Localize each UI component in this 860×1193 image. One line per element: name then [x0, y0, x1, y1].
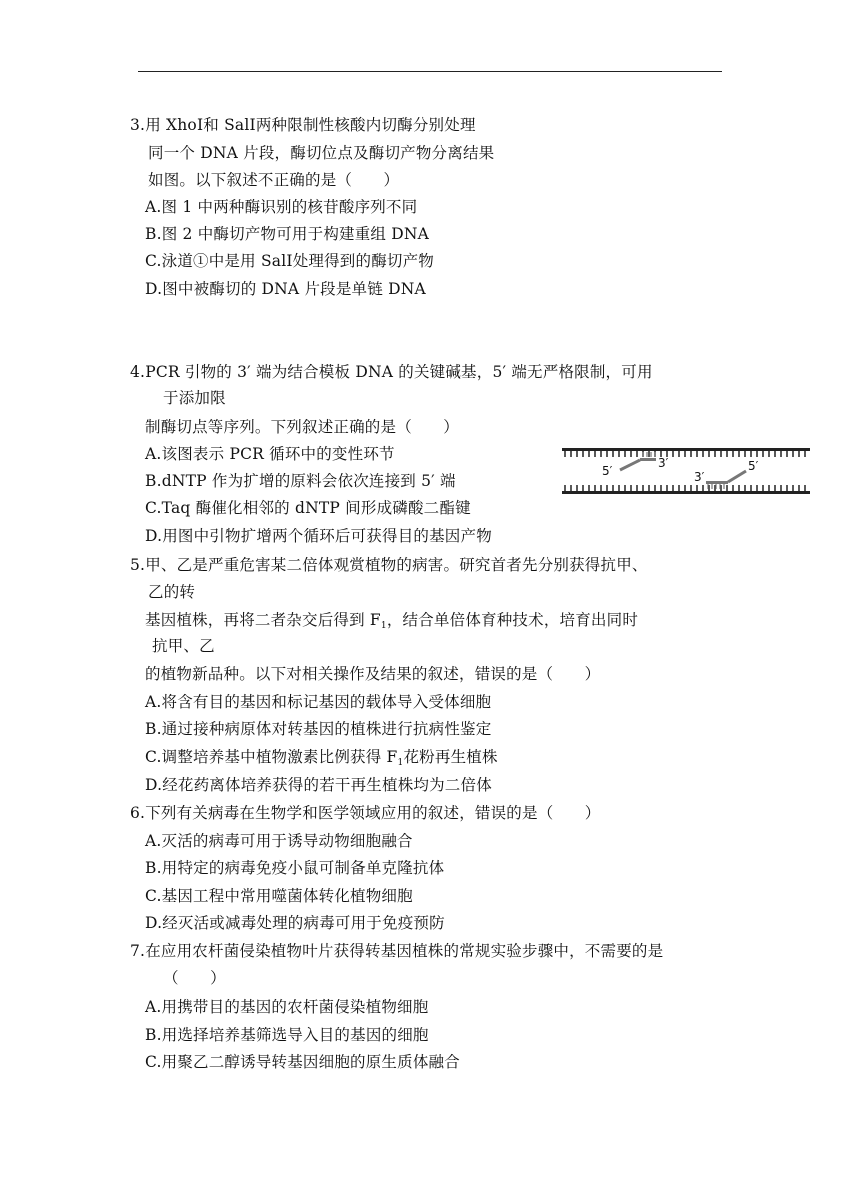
q3-option-a: A.图 1 中两种酶识别的核苷酸序列不同	[145, 198, 418, 216]
q7-option-a: A.用携带目的基因的农杆菌侵染植物细胞	[145, 998, 429, 1016]
q3-stem-line3: 如图。以下叙述不正确的是（ ）	[148, 171, 400, 189]
q7-stem-wrap: （ ）	[163, 969, 226, 987]
q5-option-c-text-end: 花粉再生植株	[403, 748, 498, 766]
q3-stem-line1: 3.用 XhoⅠ和 SalⅠ两种限制性核酸内切酶分别处理	[130, 116, 476, 134]
q5-line2-subscript: 1	[380, 621, 387, 631]
q4-stem-line1: 4.PCR 引物的 3′ 端为结合模板 DNA 的关键碱基，5′ 端无严格限制，可用	[130, 363, 653, 381]
label-top-3: 3′	[658, 456, 669, 470]
q5-option-a: A.将含有目的基因和标记基因的载体导入受体细胞	[145, 693, 492, 711]
q5-stem-line1-wrap: 乙的转	[148, 583, 196, 601]
q4-stem-line1-wrap: 于添加限	[163, 389, 226, 407]
q3-option-d: D.图中被酶切的 DNA 片段是单链 DNA	[145, 280, 426, 298]
q6-option-c: C.基因工程中常用噬菌体转化植物细胞	[145, 887, 413, 905]
q4-stem-line2: 制酶切点等序列。下列叙述正确的是（ ）	[145, 418, 460, 436]
q5-stem-line1: 5.甲、乙是严重危害某二倍体观赏植物的病害。研究首者先分别获得抗甲、	[130, 556, 648, 574]
q5-option-d: D.经花药离体培养获得的若干再生植株均为二倍体	[145, 776, 492, 794]
q4-option-a: A.该图表示 PCR 循环中的变性环节	[145, 445, 395, 463]
top-template-strand	[562, 448, 810, 457]
label-bottom-3: 3′	[694, 470, 705, 484]
q5-option-c-subscript: 1	[397, 758, 404, 768]
q5-stem-line2	[145, 610, 638, 636]
q6-stem: 6.下列有关病毒在生物学和医学领域应用的叙述，错误的是（ ）	[130, 804, 601, 822]
pcr-primer-figure	[562, 445, 810, 497]
header-rule	[138, 71, 722, 72]
q7-option-b: B.用选择培养基筛选导入目的基因的细胞	[145, 1026, 429, 1044]
label-top-5: 5′	[602, 464, 613, 478]
q7-option-c: C.用聚乙二醇诱导转基因细胞的原生质体融合	[145, 1053, 460, 1071]
q4-option-c: C.Taq 酶催化相邻的 dNTP 间形成磷酸二酯键	[145, 499, 471, 517]
q5-stem-line3: 的植物新品种。以下对相关操作及结果的叙述，错误的是（ ）	[145, 665, 601, 683]
q3-option-c: C.泳道①中是用 SalⅠ处理得到的酶切产物	[145, 252, 435, 270]
bottom-template-strand	[562, 485, 810, 494]
q6-option-d: D.经灭活或减毒处理的病毒可用于免疫预防	[145, 914, 445, 932]
q5-option-c	[145, 747, 498, 773]
q5-option-c-text: C.调整培养基中植物激素比例获得 F	[145, 748, 398, 766]
q5-stem-line2-wrap: 抗甲、乙	[152, 637, 215, 655]
q5-line2-text-end: ，结合单倍体育种技术，培育出同时	[386, 611, 639, 629]
label-bottom-5: 5′	[748, 459, 759, 473]
q6-option-a: A.灭活的病毒可用于诱导动物细胞融合	[145, 832, 413, 850]
q5-line2-text: 基因植株，再将二者杂交后得到 F	[145, 611, 381, 629]
lower-primer	[706, 471, 746, 489]
q3-option-b: B.图 2 中酶切产物可用于构建重组 DNA	[145, 225, 430, 243]
q4-option-b: B.dNTP 作为扩增的原料会依次连接到 5′ 端	[145, 472, 456, 490]
q3-stem-line2: 同一个 DNA 片段，酶切位点及酶切产物分离结果	[148, 144, 495, 162]
q6-option-b: B.用特定的病毒免疫小鼠可制备单克隆抗体	[145, 859, 445, 877]
q7-stem: 7.在应用农杆菌侵染植物叶片获得转基因植株的常规实验步骤中，不需要的是	[130, 942, 664, 960]
q4-option-d: D.用图中引物扩增两个循环后可获得目的基因产物	[145, 527, 492, 545]
q5-option-b: B.通过接种病原体对转基因的植株进行抗病性鉴定	[145, 720, 492, 738]
